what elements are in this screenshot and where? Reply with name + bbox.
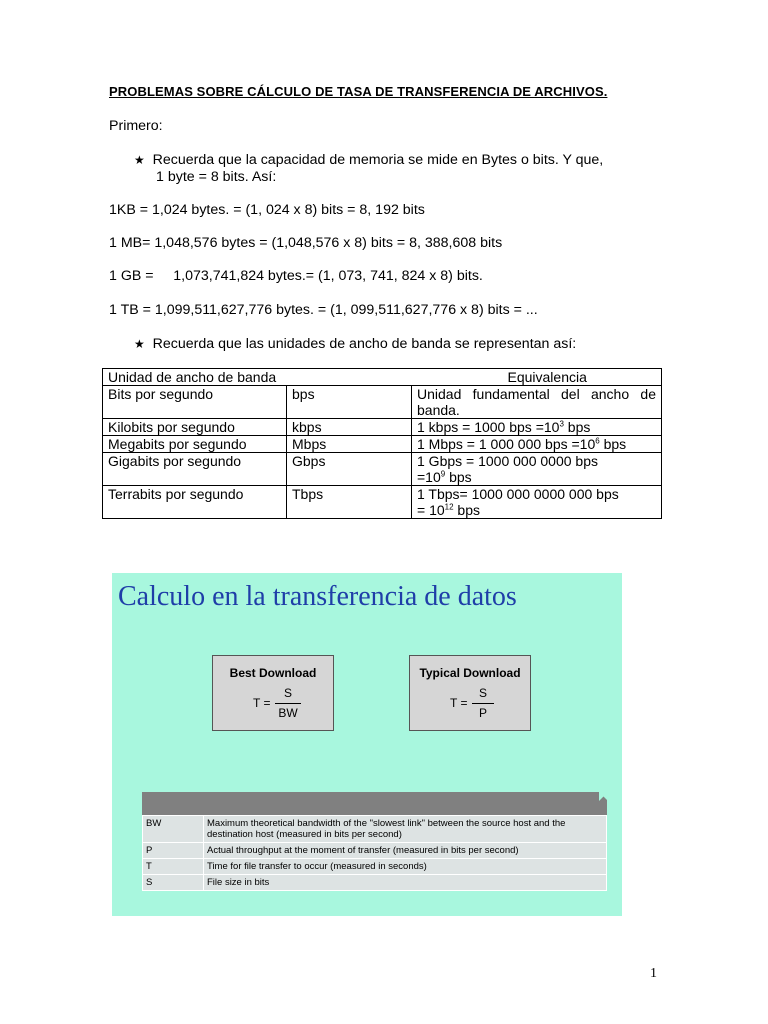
conversion-kb: 1KB = 1,024 bytes. = (1, 024 x 8) bits = 8, 192 bits [109,202,425,218]
unit-name: Gigabits por segundo [103,453,287,486]
unit-abbr: Gbps [287,453,412,486]
conversion-tb: 1 TB = 1,099,511,627,776 bytes. = (1, 099,511,627,776 x 8) bits = ... [109,302,538,318]
definition-symbol: P [143,843,204,859]
table-row [103,419,662,436]
slide-title: Calculo en la transferencia de datos [118,581,517,612]
unit-abbr: kbps [287,419,412,436]
unit-equivalence: 1 Tbps= 1000 000 0000 000 bps = $10^{12}$ bps [412,486,662,519]
definition-description: File size in bits [204,875,607,891]
definitions-table [142,815,607,891]
table-row [103,386,662,419]
unit-abbr: Tbps [287,486,412,519]
unit-equivalence: 1 Mbps = 1 000 000 bps $=10^6$ bps [412,436,662,453]
unit-name: Megabits por segundo [103,436,287,453]
table-row [103,453,662,486]
star-bullet-icon: ★ [134,337,145,351]
bullet-1-line-2: 1 byte = 8 bits. Así: [156,169,277,185]
table-row [143,859,607,875]
bullet-2 [134,336,576,353]
best-download-formula [212,655,334,731]
table-row [143,875,607,891]
conversion-gb: 1 GB = 1,073,741,824 bytes.= (1, 073, 741, 824 x 8) bits. [109,268,483,284]
fraction-bar [275,703,301,704]
table-row [103,436,662,453]
bullet-2-text: Recuerda que las unidades de ancho de banda se representan así: [152,336,577,352]
unit-name: Kilobits por segundo [103,419,287,436]
unit-name: Terrabits por segundo [103,486,287,519]
formula-numerator: S [283,686,292,700]
table-header-row [103,369,662,386]
formula-lhs: T = [450,696,468,710]
formula-numerator: S [478,686,487,700]
page-number: 1 [650,966,657,981]
fraction-bar [472,703,494,704]
unit-abbr: Mbps [287,436,412,453]
typical-download-label: Typical Download [419,666,521,680]
bullet-1-line-1: Recuerda que la capacidad de memoria se mide en Bytes o bits. Y que, [152,152,604,168]
intro-text: Primero: [109,118,163,134]
definitions-header-bar [142,792,607,815]
transfer-calculation-slide [112,573,622,916]
table-row [143,843,607,859]
conversion-mb: 1 MB= 1,048,576 bytes = (1,048,576 x 8) bits = 8, 388,608 bits [109,235,503,251]
definition-description: Maximum theoretical bandwidth of the "slowest link" between the source host and the destination host (measured in bits per second) [204,816,607,843]
unit-name: Bits por segundo [103,386,287,419]
table-row [143,816,607,843]
bandwidth-units-table [102,368,662,519]
definition-description: Time for file transfer to occur (measured in seconds) [204,859,607,875]
document-title: PROBLEMAS SOBRE CÁLCULO DE TASA DE TRANSFERENCIA DE ARCHIVOS. [109,84,608,99]
formula-denominator: BW [278,706,298,720]
formula-lhs: T = [253,696,271,710]
typical-download-formula [409,655,531,731]
definitions-panel [142,792,607,891]
unit-equivalence: 1 kbps = 1000 bps $=10^3$ bps [412,419,662,436]
unit-equivalence: 1 Gbps = 1000 000 0000 bps $=10^9$ bps [412,453,662,486]
table-row [103,486,662,519]
unit-abbr: bps [287,386,412,419]
best-download-label: Best Download [229,666,317,680]
bullet-1 [134,152,603,169]
star-bullet-icon: ★ [134,153,145,167]
definition-symbol: T [143,859,204,875]
unit-equivalence: Unidad fundamental del ancho de banda. [412,386,662,419]
header-unit: Unidad de ancho de banda [103,369,412,386]
header-equivalence: Equivalencia [412,369,662,386]
definition-symbol: BW [143,816,204,843]
formula-denominator: P [478,706,487,720]
definition-symbol: S [143,875,204,891]
definition-description: Actual throughput at the moment of transfer (measured in bits per second) [204,843,607,859]
